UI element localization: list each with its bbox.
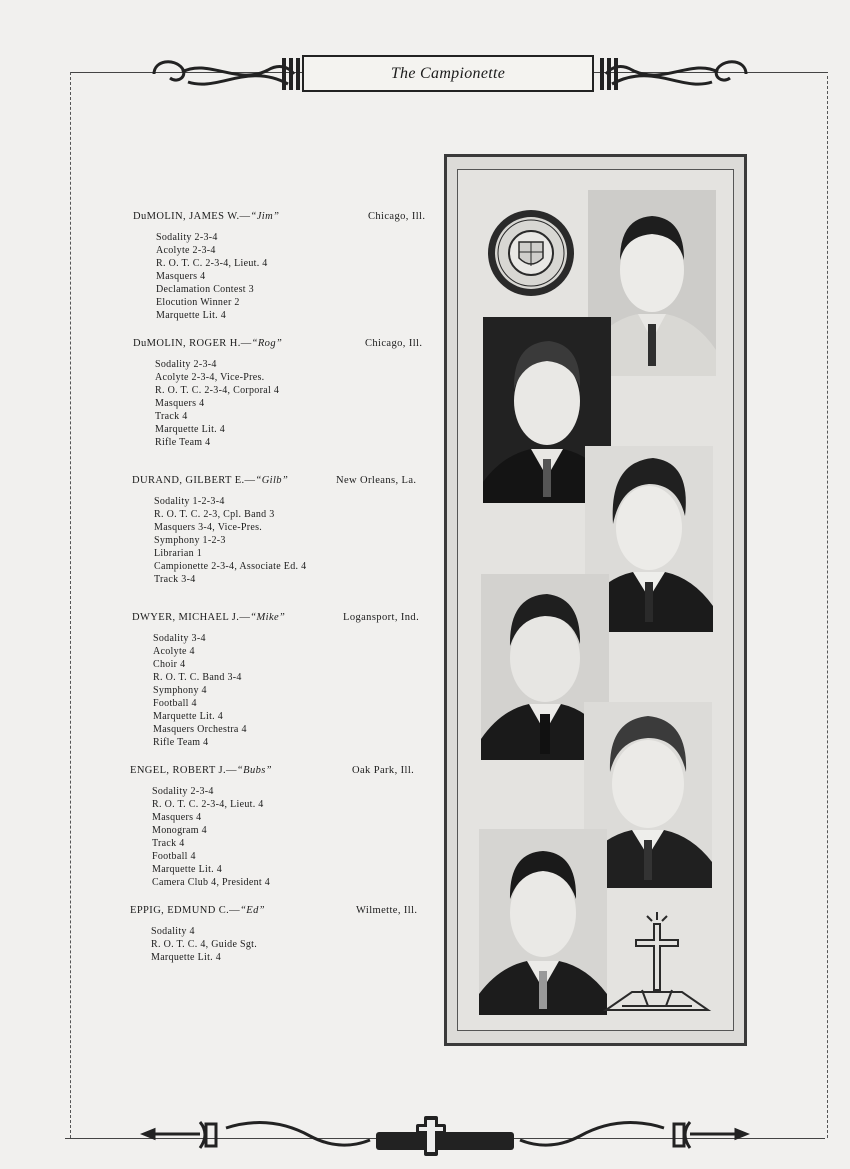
entry-city: New Orleans, La.: [336, 475, 417, 486]
entry-name: [133, 211, 279, 222]
activity-item: Masquers 3-4, Vice-Pres.: [154, 522, 263, 533]
entry-surname: DWYER, MICHAEL J.—: [132, 612, 251, 623]
entry-nickname: “Jim”: [250, 211, 280, 222]
activity-item: Librarian 1: [154, 548, 203, 559]
entry-name: [132, 475, 288, 486]
activity-item: Marquette Lit. 4: [156, 310, 227, 321]
activity-list: [151, 925, 257, 964]
activity-item: Elocution Winner 2: [156, 297, 240, 308]
activity-item: Rifle Team 4: [153, 737, 209, 748]
entry-city: Oak Park, Ill.: [352, 765, 415, 776]
activity-item: Track 4: [152, 838, 185, 849]
activity-item: R. O. T. C. 2-3-4, Lieut. 4: [156, 258, 268, 269]
entry-nickname: “Rog”: [251, 338, 283, 349]
entry-surname: EPPIG, EDMUND C.—: [130, 905, 241, 916]
activity-item: Sodality 2-3-4: [156, 232, 218, 243]
entry-surname: DuMOLIN, ROGER H.—: [133, 338, 252, 349]
activity-item: Choir 4: [153, 659, 186, 670]
activity-item: Masquers 4: [152, 812, 202, 823]
page-title: The Campionette: [390, 64, 506, 82]
activity-item: Marquette Lit. 4: [153, 711, 224, 722]
activity-item: Football 4: [153, 698, 197, 709]
activity-item: Football 4: [152, 851, 196, 862]
activity-item: R. O. T. C. 2-3, Cpl. Band 3: [154, 509, 275, 520]
entry-surname: ENGEL, ROBERT J.—: [130, 765, 237, 776]
header-title-box: [302, 55, 594, 92]
activity-item: Rifle Team 4: [155, 437, 211, 448]
activity-item: Acolyte 4: [153, 646, 195, 657]
activity-item: Track 4: [155, 411, 188, 422]
entry-nickname: “Mike”: [250, 612, 286, 623]
activity-item: Marquette Lit. 4: [155, 424, 226, 435]
activity-item: R. O. T. C. 2-3-4, Corporal 4: [155, 385, 280, 396]
activity-item: Masquers Orchestra 4: [153, 724, 247, 735]
activity-list: [155, 358, 279, 449]
entry-surname: DURAND, GILBERT E.—: [132, 475, 256, 486]
entry-nickname: “Bubs”: [236, 765, 272, 776]
activity-item: Campionette 2-3-4, Associate Ed. 4: [154, 561, 307, 572]
activity-list: [154, 495, 306, 586]
entry-surname: DuMOLIN, JAMES W.—: [133, 211, 251, 222]
activity-item: Masquers 4: [155, 398, 205, 409]
activity-item: Sodality 2-3-4: [155, 359, 217, 370]
activity-item: Marquette Lit. 4: [152, 864, 223, 875]
entry-name: [130, 765, 272, 776]
page-frame-right: [827, 76, 828, 1138]
activity-item: Acolyte 2-3-4, Vice-Pres.: [155, 372, 265, 383]
college-seal-icon: [486, 208, 576, 298]
activity-item: R. O. T. C. Band 3-4: [153, 672, 242, 683]
activity-item: R. O. T. C. 4, Guide Sgt.: [151, 939, 258, 950]
entry-name: [133, 338, 282, 349]
activity-item: R. O. T. C. 2-3-4, Lieut. 4: [152, 799, 264, 810]
entry-city: Logansport, Ind.: [343, 612, 420, 623]
activity-list: [153, 632, 247, 749]
footer-ornament: [140, 1112, 750, 1160]
portrait-photo: [479, 829, 607, 1015]
entry-nickname: “Ed”: [240, 905, 266, 916]
entry-city: Chicago, Ill.: [368, 211, 426, 222]
entry-city: Chicago, Ill.: [365, 338, 423, 349]
activity-item: Track 3-4: [154, 574, 196, 585]
entry-name: [132, 612, 285, 623]
activity-item: Symphony 4: [153, 685, 207, 696]
entry-nickname: “Gilb”: [255, 475, 289, 486]
page-frame-left: [70, 72, 71, 1138]
activity-item: Sodality 4: [151, 926, 195, 937]
activity-item: Acolyte 2-3-4: [156, 245, 216, 256]
activity-item: Declamation Contest 3: [156, 284, 254, 295]
activity-item: Sodality 3-4: [153, 633, 206, 644]
activity-item: Camera Club 4, President 4: [152, 877, 271, 888]
activity-item: Sodality 1-2-3-4: [154, 496, 225, 507]
activity-list: [156, 231, 268, 322]
activity-item: Sodality 2-3-4: [152, 786, 214, 797]
activity-item: Marquette Lit. 4: [151, 952, 222, 963]
activity-item: Masquers 4: [156, 271, 206, 282]
entry-city: Wilmette, Ill.: [356, 905, 418, 916]
activity-item: Monogram 4: [152, 825, 207, 836]
cross-emblem-icon: [602, 910, 712, 1018]
entry-name: [130, 905, 265, 916]
activity-item: Symphony 1-2-3: [154, 535, 226, 546]
activity-list: [152, 785, 270, 889]
